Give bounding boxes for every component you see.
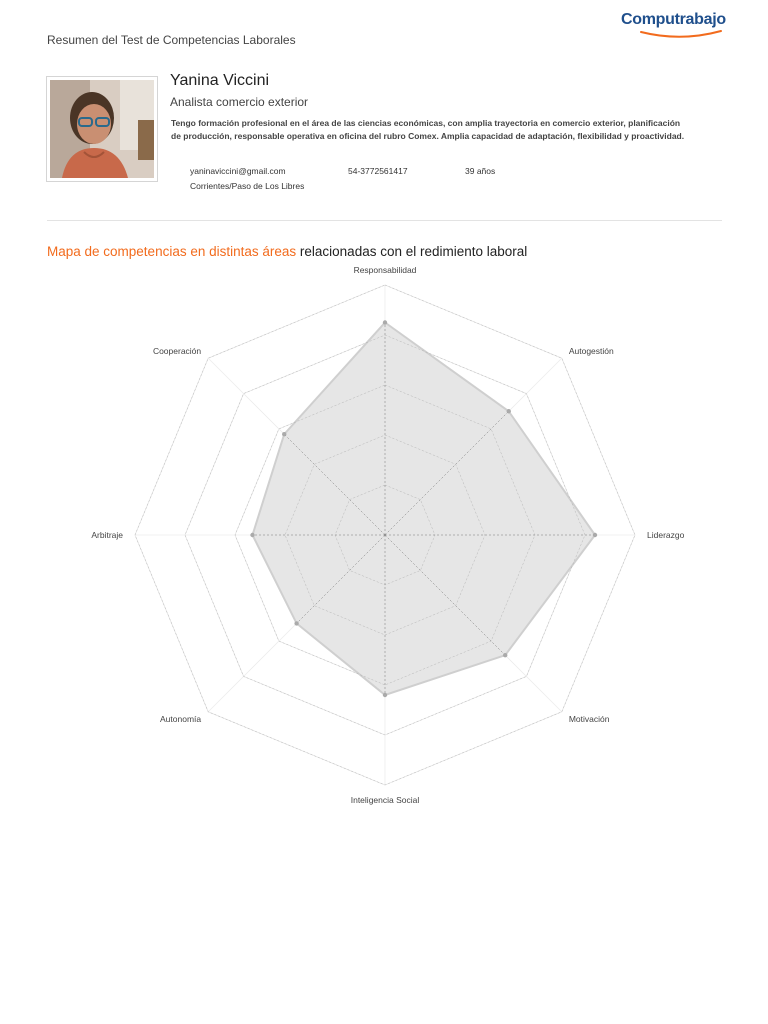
radar-axis-label: Liderazgo <box>647 530 685 540</box>
radar-data-point <box>593 533 597 537</box>
radar-data-point <box>250 533 254 537</box>
radar-data-point <box>507 409 511 413</box>
email-text: yaninaviccini@gmail.com <box>190 166 286 176</box>
radar-axis-label: Arbitraje <box>91 530 123 540</box>
radar-axis-label: Autonomía <box>160 713 202 724</box>
candidate-name: Yanina Viccini <box>170 72 270 89</box>
competency-radar-chart <box>60 262 710 807</box>
radar-axis-label: Motivación <box>568 713 610 724</box>
radar-series-area <box>253 323 596 696</box>
radar-data-point <box>503 653 507 657</box>
location-text: Corrientes/Paso de Los Libres <box>190 181 305 191</box>
radar-data-point <box>294 621 298 625</box>
document-title: Resumen del Test de Competencias Laborales <box>47 33 296 47</box>
age-text: 39 años <box>465 166 496 176</box>
computrabajo-logo <box>621 11 725 39</box>
radar-axis-label: Cooperación <box>152 346 202 357</box>
logo-swoosh-icon <box>639 29 723 39</box>
job-title: Analista comercio exterior <box>170 95 309 109</box>
section-title-highlight: Mapa de competencias en distintas áreas <box>47 244 297 259</box>
radar-data-point <box>383 693 387 697</box>
radar-axis-label: Autogestión <box>568 346 614 357</box>
brand-name: Computrabajo <box>621 11 726 28</box>
section-divider <box>47 220 722 221</box>
radar-axis-label: Responsabilidad <box>353 265 417 275</box>
radar-axis-label: Inteligencia Social <box>350 795 420 805</box>
avatar <box>50 80 154 178</box>
section-title <box>47 244 527 259</box>
radar-data-point <box>282 432 286 436</box>
section-title-rest: relacionadas con el redimiento laboral <box>296 244 528 259</box>
profile-photo <box>46 76 158 182</box>
phone-text: 54-3772561417 <box>348 166 408 176</box>
profile-summary: Tengo formación profesional en el área de las ciencias económicas, con amplia trayectoria en comercio exterior, planificación de producción, responsable operativa en oficina del rubro Comex. Amplia capacidad de adaptación, flexibilidad y proactividad. <box>171 118 685 141</box>
radar-data-point <box>383 320 387 324</box>
